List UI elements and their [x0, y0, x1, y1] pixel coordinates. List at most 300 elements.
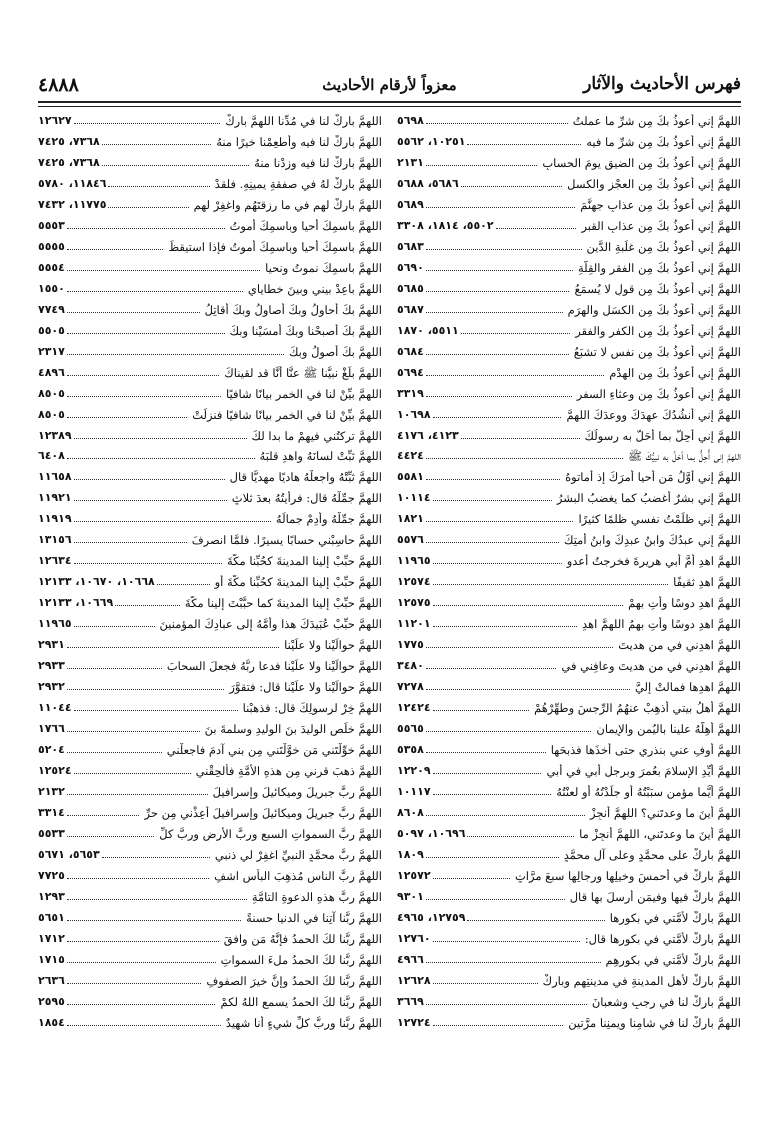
entry-refs: ١١٢٠١ — [397, 617, 431, 631]
index-entry — [397, 610, 741, 631]
index-entry — [38, 422, 382, 443]
entry-refs: ٣٤٨٠ — [397, 659, 424, 673]
entry-refs: ٨٦٠٨ — [397, 805, 424, 819]
entry-refs: ١٢٧٢٤ — [397, 1015, 431, 1029]
entry-text: اللهمَّ اهدِني في من هديتَ — [618, 638, 741, 653]
index-entry — [38, 212, 382, 233]
entry-text: اللهمَّ بيِّنْ لنا في الخمرِ بيانًا شافيًا — [226, 386, 382, 401]
entry-refs: ١١٩١٩ — [38, 512, 72, 526]
entry-text: اللهمَّ باسمِكَ أحيا وباسمِكَ أموتُ فإذا استيقظَ — [168, 239, 382, 254]
index-entry — [397, 338, 741, 359]
entry-text: اللهمَّ بارِكْ لأمَّتي في بكورِها — [609, 910, 741, 925]
leader-dots — [433, 1025, 564, 1026]
entry-refs: ١٢٣٨٩ — [38, 428, 72, 442]
leader-dots — [74, 626, 155, 627]
entry-refs: ١٧١٥ — [38, 952, 65, 966]
index-entry — [38, 715, 382, 736]
index-entry — [38, 820, 382, 841]
leader-dots — [67, 899, 247, 900]
entry-text: اللهمَّ اهدِ دوسًا وأتِ بهِمْ — [628, 596, 741, 611]
index-entry — [38, 128, 382, 149]
leader-dots — [426, 312, 563, 313]
index-entry — [38, 463, 382, 484]
entry-text: اللهمَّ ربَّنا لكَ الحمدُ فإنَّهُ مَن وافقَ — [223, 931, 382, 946]
leader-dots — [67, 878, 209, 879]
entry-text: اللهمَّ إني أعوذُ بكَ مِن الكفرِ والفقرِ — [575, 323, 741, 338]
entry-refs: ٥٦٨٧ — [397, 302, 424, 316]
entry-refs: ٣٣١٤ — [38, 805, 65, 819]
entry-text: اللهمَّ إني أُحِلُّ بما أحَلَّ به نبيُّكَ ﷺ — [628, 449, 741, 464]
index-entry — [397, 128, 741, 149]
entry-text: اللهمَّ بارِكْ لنا في شامِنا ويمنِنا مرَّتينِ — [568, 1015, 741, 1030]
entry-text: اللهمَّ بلِّغْ نبيَّنا ﷺ عنَّا أنَّا قد لقيناكَ — [224, 365, 382, 380]
leader-dots — [433, 710, 529, 711]
leader-dots — [74, 500, 227, 501]
index-entry — [38, 275, 382, 296]
entry-text: اللهمَّ بكَ أصبحْنا وبكَ أمسَيْنا وبكَ — [229, 323, 382, 338]
leader-dots — [426, 647, 613, 648]
entry-text: اللهمَّ حوالَيْنا ولا علَيْنا — [284, 638, 382, 653]
entry-text: اللهمَّ ربَّ جبريلَ وميكائيلَ وإسرافيلَ — [212, 784, 382, 799]
index-entry — [38, 401, 382, 422]
index-entry — [38, 149, 382, 170]
index-entry — [38, 694, 382, 715]
entry-refs: ٥٦٩٨ — [397, 113, 424, 127]
entry-text: اللهمَّ بارِكْ لنا فيه وزِدْنا منهُ — [254, 155, 382, 170]
entry-text: اللهمَّ ذهبَ قرني مِن هذهِ الأمَّةِ فألحِقْني — [195, 764, 382, 778]
entry-text: اللهمَّ بارِكْ فيها وفيمَن أرسلَ بها قال — [569, 889, 741, 904]
index-entry — [397, 904, 741, 925]
leader-dots — [74, 521, 271, 522]
index-entry — [38, 233, 382, 254]
entry-text: اللهمَّ اهدِ دوسًا وأتِ بهِمُ اللهمَّ اهدِ — [582, 617, 741, 632]
index-entry — [38, 380, 382, 401]
index-entry — [397, 191, 741, 212]
index-entry — [397, 359, 741, 380]
index-entry — [397, 883, 741, 904]
entry-text: اللهمَّ أيُّما مؤمنٍ سبَبْتُهُ أو جلَدْتُهُ أو لعنْتُهُ — [556, 784, 741, 799]
entry-text: اللهمَّ إني أعوذُ بكَ مِن عذابِ جهنَّمَ — [580, 197, 741, 212]
entry-text: اللهمَّ بارِكْ لهم في ما رزقتَهُم واغفِرْ لهم — [193, 197, 382, 212]
entry-refs: ٨٥٠٥ — [38, 386, 65, 400]
entry-text: اللهمَّ إني عبدُكَ وابنُ عبدِكَ وابنُ أمتِكَ — [564, 533, 741, 548]
entry-refs: ١٧١٢ — [38, 931, 65, 945]
entry-refs: ٥٦٨٦، ٥٦٨٨ — [397, 176, 459, 190]
leader-dots — [433, 794, 552, 795]
leader-dots — [433, 983, 538, 984]
index-entry — [397, 715, 741, 736]
entry-text: اللهمَّ بارِكْ لأمَّتي في بكورِهِم — [605, 952, 741, 967]
entry-refs: ١٨٥٤ — [38, 1015, 65, 1029]
entry-refs: ١٢٩٣ — [38, 889, 65, 903]
index-entry — [397, 212, 741, 233]
leader-dots — [67, 836, 154, 837]
index-entry — [38, 610, 382, 631]
entry-refs: ٥٦٥٣، ٥٦٧١ — [38, 847, 100, 861]
entry-text: اللهمَّ إني أعوذُ بكَ مِن قولٍ لا يُسمَعُ — [574, 281, 741, 296]
entry-refs: ٥٥٥٣ — [38, 218, 65, 232]
index-entry — [38, 946, 382, 967]
entry-text: اللهمَّ أوفِ عني بنذري حتى أخذَها فذبحَها — [550, 743, 741, 758]
entry-text: اللهمَّ إني أعوذُ بكَ مِن شرِّ ما عملتُ — [572, 113, 741, 128]
entry-text: اللهمَّ إني أنشُدُكَ عهدَكَ ووعدَكَ اللهمَّ — [566, 407, 741, 422]
entry-text: اللهمَّ تركتُني فيهِمْ ما بدا لكَ — [251, 428, 382, 443]
leader-dots — [102, 857, 210, 858]
leader-dots — [426, 291, 570, 292]
leader-dots — [426, 731, 592, 732]
index-entry — [38, 1009, 382, 1030]
index-entry — [38, 317, 382, 338]
entry-text: اللهمَّ خوِّلْتَني مَن خوَّلْتَني مِن بني آدمَ فاجعلْني — [166, 743, 382, 758]
entry-text: اللهمَّ ربَّ السمواتِ السبعِ وربَّ الأرضِ وربَّ كلِّ — [159, 826, 382, 841]
leader-dots — [67, 1025, 221, 1026]
entry-refs: ١٠٦٦٨، ١٠٦٧٠، ١٢١٣٣ — [38, 575, 155, 589]
entry-refs: ١٢٧٦٠ — [397, 931, 431, 945]
index-entry — [397, 757, 741, 778]
index-entry — [397, 443, 741, 464]
leader-dots — [157, 584, 210, 585]
entry-refs: ١٢٥٢٤ — [38, 764, 72, 777]
leader-dots — [74, 123, 221, 124]
page-subtitle: معزواً لأرقام الأحاديث — [322, 76, 457, 94]
entry-text: اللهمَّ بارِكْ لنا فيه وأطعِمْنا خيرًا منهُ — [216, 134, 382, 149]
entry-refs: ٤٤٢٤ — [397, 449, 424, 463]
entry-text: اللهمَّ إني أعوذُ بكَ مِن الهدْمِ — [609, 365, 741, 380]
leader-dots — [433, 626, 577, 627]
leader-dots — [67, 815, 140, 816]
leader-dots — [433, 500, 552, 501]
leader-dots — [426, 668, 557, 669]
entry-text: اللهمَّ إني أوَّلُ مَن أحيا أمرَكَ إذ أماتوهُ — [565, 470, 741, 485]
entry-refs: ١١٩٦٥ — [397, 554, 431, 568]
entry-refs: ٥٦٨٩ — [397, 197, 424, 211]
index-entry — [397, 526, 741, 547]
index-entry — [397, 422, 741, 443]
leader-dots — [426, 249, 582, 250]
index-entry — [38, 526, 382, 547]
leader-dots — [433, 605, 623, 606]
index-entry — [38, 883, 382, 904]
leader-dots — [426, 899, 565, 900]
entry-text: اللهمَّ إني أعوذُ بكَ مِن الكسَلِ والهرَمِ — [567, 302, 741, 317]
entry-text: اللهمَّ أينَ ما وعدتَني؟ اللهمَّ أنجِزْ — [590, 805, 741, 820]
entry-refs: ٥٣٥٨ — [397, 743, 424, 757]
entry-text: اللهمَّ إني بشرٌ أغضبُ كما يغضبُ البشرُ — [556, 491, 741, 506]
leader-dots — [426, 270, 573, 271]
leader-dots — [67, 920, 241, 921]
index-entry — [38, 631, 382, 652]
index-entry — [38, 988, 382, 1009]
index-entry — [397, 547, 741, 568]
right-column — [397, 107, 741, 1030]
index-entry — [38, 757, 382, 778]
leader-dots — [67, 731, 200, 732]
entry-refs: ٢٣١٧ — [38, 344, 65, 358]
entry-refs: ١٠٦٩٦، ٥٠٩٧ — [397, 826, 466, 840]
entry-refs: ٦٤٠٨ — [38, 449, 65, 463]
leader-dots — [108, 207, 188, 208]
entry-text: اللهمَّ خِرْ لرسولِكَ قال: فذهبْنا — [242, 701, 382, 716]
entry-text: اللهمَّ بارِكْ لنا في رجبٍ وشعبانَ — [591, 994, 741, 1009]
entry-text: اللهمَّ إني أعوذُ بكَ مِن وعثاءِ السفرِ — [576, 386, 741, 401]
index-entry — [397, 149, 741, 170]
entry-refs: ٥٥٠٥ — [38, 323, 65, 337]
leader-dots — [102, 144, 212, 145]
leader-dots — [433, 563, 562, 564]
entry-refs: ١٢٥٧٤ — [397, 575, 431, 589]
leader-dots — [426, 354, 569, 355]
index-entry — [38, 904, 382, 925]
index-entry — [38, 547, 382, 568]
entry-refs: ٥٦٩٠ — [397, 260, 424, 274]
leader-dots — [74, 710, 238, 711]
entry-refs: ٤٩٦٦ — [397, 952, 424, 966]
entry-refs: ٤١٢٣، ٤١٧٦ — [397, 428, 459, 442]
entry-refs: ٢٥٩٥ — [38, 994, 65, 1008]
leader-dots — [426, 479, 560, 480]
entry-text: اللهمَّ خلِّصِ الوليدَ بنَ الوليدِ وسلمةَ بنَ — [204, 722, 382, 737]
index-entry — [397, 967, 741, 988]
entry-text: اللهمَّ إني أعوذُ بكَ مِن العجْزِ والكسلِ — [567, 176, 741, 191]
index-entry — [38, 652, 382, 673]
entry-text: اللهمَّ أينَ ما وعدتَني، اللهمَّ أنجِزْ ما — [579, 826, 741, 841]
entry-refs: ١١٩٢١ — [38, 491, 72, 505]
leader-dots — [467, 836, 574, 837]
entry-refs: ١٢٦٢٨ — [397, 973, 431, 987]
index-entry — [38, 505, 382, 526]
leader-dots — [102, 165, 249, 166]
entry-text: اللهمَّ إني أعوذُ بكَ مِن عذابِ القبرِ — [581, 218, 741, 233]
leader-dots — [67, 333, 225, 334]
leader-dots — [67, 375, 219, 376]
leader-dots — [108, 186, 209, 187]
entry-text: اللهمَّ ثبِّتْهُ واجعلْهُ هاديًا مهديًّا قال — [229, 470, 382, 485]
index-entry — [397, 463, 741, 484]
entry-refs: ٢١٣١ — [397, 155, 424, 169]
entry-text: اللهمَّ اهدِني في من هديتَ وعافِني في — [561, 659, 741, 674]
entry-refs: ١٧٦٦ — [38, 722, 65, 736]
page-number: ٤٨٨٨ — [38, 74, 79, 96]
index-entry — [38, 484, 382, 505]
entry-refs: ١٢٧٥٩، ٤٩٦٥ — [397, 910, 466, 924]
index-entry — [38, 673, 382, 694]
index-entry — [38, 589, 382, 610]
entry-text: اللهمَّ حبِّبْ إلينا المدينةَ كحُبِّنا مكَّةَ أو — [214, 575, 382, 590]
entry-refs: ٣٦٦٩ — [397, 994, 424, 1008]
entry-text: اللهمَّ أيِّدِ الإسلامَ بعُمرَ وبرجلِ أبي في أبي — [546, 764, 741, 778]
leader-dots — [426, 521, 574, 522]
entry-refs: ٥٥١١، ١٨٧٠ — [397, 323, 459, 337]
entry-text: اللهمَّ ثبِّتْ لسانَهُ واهدِ قلبَهُ — [259, 449, 382, 464]
index-entry — [397, 254, 741, 275]
index-entry — [397, 568, 741, 589]
leader-dots — [467, 920, 604, 921]
entry-text: اللهمَّ اهدِها فمالتْ إليَّ — [634, 680, 741, 695]
index-entry — [397, 505, 741, 526]
index-entry — [397, 925, 741, 946]
entry-text: اللهمَّ بيِّنْ لنا في الخمرِ بيانًا شافيًا فنزلَتْ — [192, 407, 382, 422]
index-entry — [397, 317, 741, 338]
leader-dots — [496, 228, 577, 229]
entry-text: اللهمَّ بارِكْ لأهلِ المدينةِ في مدينتِهِم وبارِكْ — [542, 973, 741, 988]
leader-dots — [426, 815, 585, 816]
entry-refs: ٧٣٦٨، ٧٤٢٥ — [38, 134, 100, 148]
leader-dots — [67, 354, 284, 355]
entry-refs: ٥٥٨١ — [397, 470, 424, 484]
entry-refs: ١٠٦٩٨ — [397, 407, 431, 421]
entry-refs: ١١٩٦٥ — [38, 617, 72, 631]
leader-dots — [426, 165, 537, 166]
entry-refs: ١٠٢٥١، ٥٥٦٢ — [397, 134, 466, 148]
entry-text: اللهمَّ إني أعوذُ بكَ مِن نفسٍ لا تشبَعُ — [573, 344, 741, 359]
leader-dots — [461, 333, 571, 334]
entry-refs: ١٢٤٢٤ — [397, 701, 431, 715]
entry-refs: ٧٧٤٩ — [38, 302, 65, 316]
leader-dots — [467, 144, 581, 145]
entry-text: اللهمَّ اهدِ ثقيفًا — [673, 575, 741, 590]
entry-refs: ٨٥٠٥ — [38, 407, 65, 421]
entry-refs: ١١٠٤٤ — [38, 701, 72, 715]
leader-dots — [461, 438, 580, 439]
index-entry — [397, 946, 741, 967]
index-entry — [397, 484, 741, 505]
index-entry — [397, 233, 741, 254]
leader-dots — [74, 542, 187, 543]
entry-refs: ١٨٢١ — [397, 512, 424, 526]
leader-dots — [426, 1004, 587, 1005]
page-header — [38, 74, 741, 100]
index-entry — [397, 380, 741, 401]
leader-dots — [67, 941, 219, 942]
entry-text: اللهمَّ جمِّلْهُ قال: فرأيتُهُ بعدَ ثلاثٍ — [231, 491, 382, 506]
entry-text: اللهمَّ حبِّبْ إلينا المدينةَ كحُبِّنا مكَّةَ — [227, 554, 382, 569]
index-entry — [38, 191, 382, 212]
leader-dots — [426, 375, 604, 376]
entry-refs: ٢٩٣٣ — [38, 659, 65, 673]
leader-dots — [74, 438, 247, 439]
index-entry — [397, 988, 741, 1009]
leader-dots — [67, 396, 221, 397]
index-entry — [397, 841, 741, 862]
entry-text: اللهمَّ ربَّنا لكَ الحمدُ ملءَ السمواتِ — [220, 952, 382, 967]
entry-refs: ٥٦٨٣ — [397, 239, 424, 253]
index-entry — [38, 736, 382, 757]
index-entry — [397, 673, 741, 694]
entry-refs: ١٧٧٥ — [397, 638, 424, 652]
leader-dots — [433, 773, 542, 774]
leader-dots — [67, 668, 162, 669]
entry-refs: ٥٥٣٣ — [38, 826, 65, 840]
index-entry — [38, 568, 382, 589]
entry-text: اللهمَّ باعِدْ بيني وبينَ خطاياي — [247, 281, 382, 296]
entry-text: اللهمَّ بارِكْ لهُ في صفقةِ يمينِهِ. فلقدْ — [214, 176, 382, 191]
entry-refs: ٥٥٥٤ — [38, 260, 65, 274]
entry-refs: ٥٦٨٤ — [397, 344, 424, 358]
entry-refs: ١١٧٧٥، ٧٤٣٢ — [38, 197, 107, 211]
entry-refs: ١١٦٥٨ — [38, 470, 72, 484]
entry-refs: ٥٦٩٤ — [397, 365, 424, 379]
entry-refs: ٢٦٣٦ — [38, 973, 65, 987]
entry-text: اللهمَّ ربَّنا لكَ الحمدُ يسمعِ اللهُ لكمْ — [220, 994, 382, 1009]
entry-text: اللهمَّ ربَّ هذهِ الدعوةِ التامَّةِ — [251, 889, 382, 904]
entry-refs: ١٢٦٢٧ — [38, 113, 72, 127]
leader-dots — [67, 458, 255, 459]
entry-text: اللهمَّ أهلُ بيتي أذهِبْ عنهُمُ الرِّجسَ وطهِّرْهُمْ — [534, 701, 741, 716]
leader-dots — [67, 291, 243, 292]
leader-dots — [426, 542, 559, 543]
entry-text: اللهمَّ ربَّ جبريلَ وميكائيلَ وإسرافيلَ أعِذْني مِن حرِّ — [144, 805, 382, 820]
entry-refs: ٧٢٧٨ — [397, 680, 424, 694]
index-entry — [397, 736, 741, 757]
page-title: فهرس الأحاديث والآثار — [583, 74, 741, 94]
entry-refs: ١٠٦٦٩، ١٢١٣٣ — [38, 596, 114, 610]
index-entry — [38, 862, 382, 883]
index-entry — [38, 359, 382, 380]
entry-text: اللهمَّ بارِكْ لنا في مُدِّنا اللهمَّ بارِكْ — [225, 113, 382, 128]
entry-text: اللهمَّ باسمِكَ نموتُ ونحيا — [265, 260, 382, 275]
entry-refs: ٥٥٥٥ — [38, 239, 65, 253]
leader-dots — [426, 857, 559, 858]
leader-dots — [74, 479, 225, 480]
leader-dots — [426, 458, 623, 459]
entry-refs: ٤٨٩٦ — [38, 365, 65, 379]
entry-text: اللهمَّ حوالَيْنا ولا علَيْنا قال: فتقوَّرَ — [229, 680, 382, 695]
entry-text: اللهمَّ إني أُحِلُّ بما أحَلَّ به رسولُكَ — [584, 428, 741, 443]
leader-dots — [426, 689, 630, 690]
entry-text: اللهمَّ ربَّنا لكَ الحمدُ وإنَّ خيرَ الصفوفِ — [206, 973, 382, 988]
index-entry — [397, 778, 741, 799]
index-entry — [397, 862, 741, 883]
leader-dots — [67, 417, 187, 418]
leader-dots — [67, 794, 208, 795]
leader-dots — [67, 647, 279, 648]
index-entry — [38, 254, 382, 275]
entry-refs: ٥٥٠٢، ١٨١٤، ٣٣٠٨ — [397, 218, 494, 232]
index-entry — [397, 275, 741, 296]
entry-refs: ٧٧٢٥ — [38, 868, 65, 882]
leader-dots — [426, 207, 575, 208]
entry-text: اللهمَّ ربَّنا وربَّ كلِّ شيءٍ أنا شهيدٌ — [225, 1015, 382, 1030]
index-entry — [397, 296, 741, 317]
entry-text: اللهمَّ بكَ أحاوِلُ وبكَ أصاوِلُ وبكَ أقاتِلُ — [204, 302, 382, 317]
index-entry — [38, 967, 382, 988]
index-entry — [38, 443, 382, 464]
entry-text: اللهمَّ إني ظلَمْتُ نفسي ظلمًا كثيرًا — [578, 512, 741, 527]
leader-dots — [67, 270, 260, 271]
entry-text: اللهمَّ أهِلَّهُ علينا باليُمنِ والإيمانِ — [596, 722, 741, 737]
leader-dots — [433, 878, 510, 879]
leader-dots — [433, 584, 669, 585]
entry-refs: ١٠١١٧ — [397, 784, 431, 798]
leader-dots — [426, 123, 568, 124]
index-entry — [397, 401, 741, 422]
index-entry — [38, 170, 382, 191]
index-entry — [38, 799, 382, 820]
entry-text: اللهمَّ بكَ أصولُ وبكَ — [288, 344, 382, 359]
entry-refs: ١٣١٥٦ — [38, 533, 72, 547]
leader-dots — [433, 417, 562, 418]
entry-text: اللهمَّ باسمِكَ أحيا وباسمِكَ أموتُ — [229, 218, 382, 233]
entry-refs: ١٨٠٩ — [397, 847, 424, 861]
entry-text: اللهمَّ حبِّبْ إلينا المدينةَ كما حبَّبْتَ إلينا مكَّةَ — [184, 596, 382, 611]
entry-refs: ١٥٥٠ — [38, 281, 65, 295]
entry-text: اللهمَّ إني أعوذُ بكَ مِن شرِّ ما فيه — [586, 134, 741, 149]
leader-dots — [74, 773, 191, 774]
entry-text: اللهمَّ ربَّنا آتِنا في الدنيا حسنةً — [246, 910, 382, 925]
entry-refs: ٢٩٣٢ — [38, 680, 65, 694]
index-entry — [38, 296, 382, 317]
entry-refs: ٥٥٧٦ — [397, 533, 424, 547]
